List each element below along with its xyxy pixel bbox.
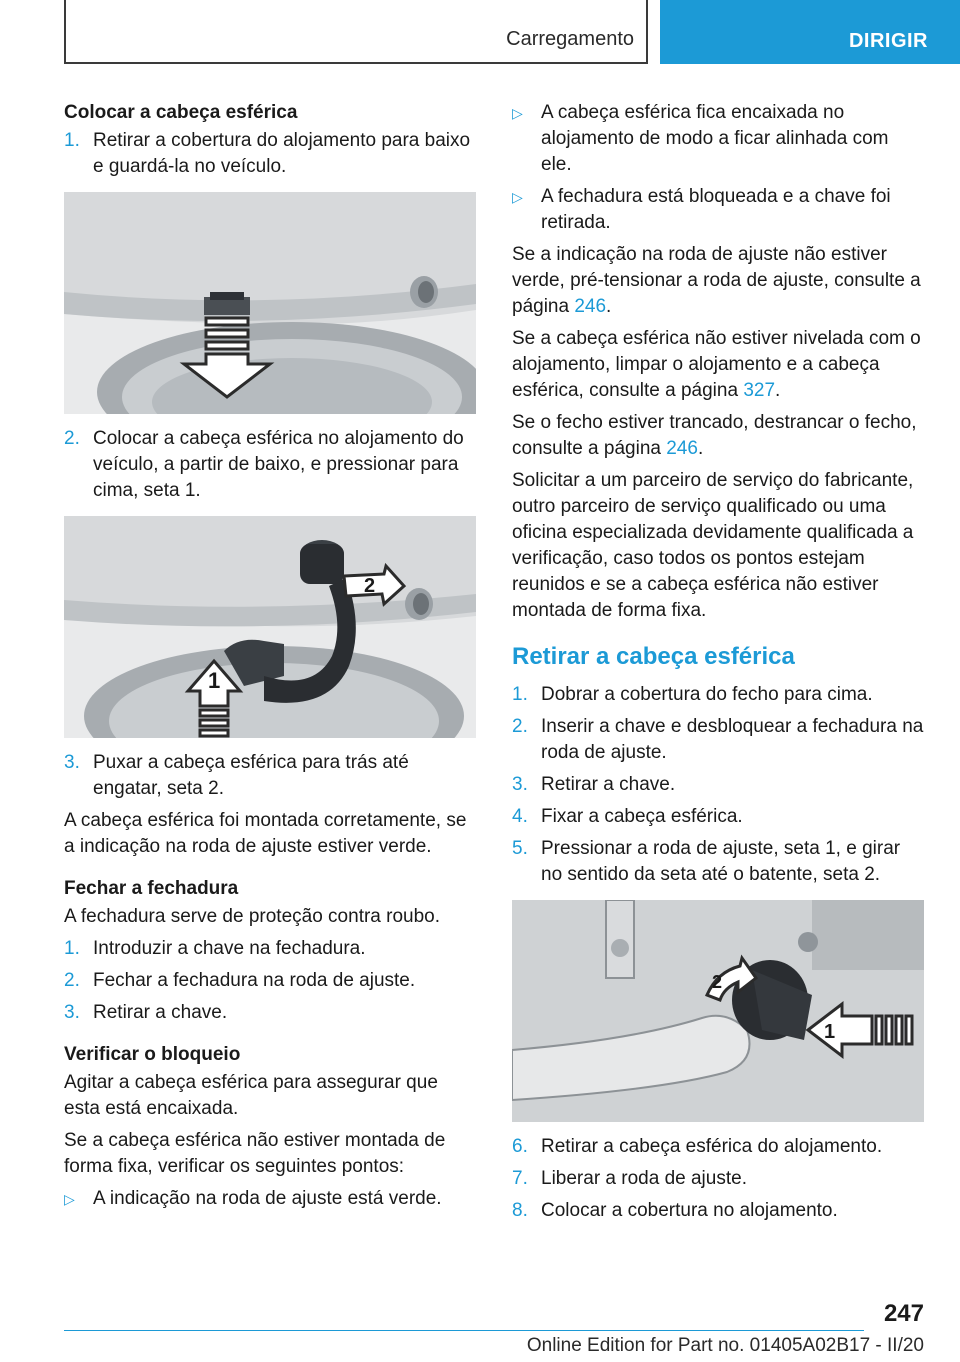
figure-release-wheel	[512, 900, 924, 1122]
list-item	[512, 772, 924, 798]
paragraph: Agitar a cabeça esférica para assegurar que esta está encaixada.	[64, 1072, 438, 1119]
list-item	[64, 426, 476, 504]
step-number: 1.	[512, 684, 528, 705]
heading-lock: Fechar a fechadura	[64, 878, 239, 899]
step-number: 7.	[512, 1168, 528, 1189]
figure-remove-cover	[64, 192, 476, 414]
footer-divider	[64, 1330, 864, 1331]
page-link[interactable]: 327	[743, 380, 776, 401]
period: .	[606, 296, 612, 317]
step-text: Inserir a chave e desbloquear a fechadura na roda de ajuste.	[541, 716, 924, 763]
list-item	[64, 128, 476, 180]
figure-insert-ball-head	[64, 516, 476, 738]
step-number: 8.	[512, 1200, 528, 1221]
list-item	[64, 1000, 476, 1026]
step-number: 3.	[64, 752, 80, 773]
step-number: 2.	[512, 716, 528, 737]
step-number: 1.	[64, 130, 80, 151]
bullet-text: A cabeça esférica fica encaixada no alojamento de modo a ficar alinhada com ele.	[541, 102, 889, 175]
step-number: 5.	[512, 838, 528, 859]
paragraph	[512, 410, 924, 462]
bullet-text: A fechadura está bloqueada e a chave foi retirada.	[541, 186, 891, 233]
paragraph: A fechadura serve de proteção contra roubo.	[64, 906, 441, 927]
step-text: Puxar a cabeça esférica para trás até engatar, seta 2.	[93, 752, 409, 799]
arrow-label-1: 1	[824, 1021, 836, 1043]
chapter-title: DIRIGIR	[848, 30, 928, 52]
list-item	[512, 1134, 924, 1160]
step-text: Colocar a cabeça esférica no alojamento do veículo, a partir de baixo, e pressionar para cima, seta 1.	[93, 428, 464, 501]
step-number: 3.	[512, 774, 528, 795]
bullet-item	[512, 100, 924, 178]
list-item	[512, 1198, 924, 1224]
section-title: Carregamento	[506, 28, 634, 50]
page-number: 247	[883, 1300, 924, 1327]
left-column	[64, 100, 476, 1218]
paragraph-text: Se a cabeça esférica não estiver nivelada com o alojamento, limpar o alojamento e a cabeça esférica, consulte a página	[512, 328, 921, 401]
step-text: Colocar a cobertura no alojamento.	[541, 1200, 838, 1221]
step-text: Retirar a chave.	[93, 1002, 228, 1023]
arrow-label-2: 2	[364, 575, 376, 597]
list-item	[64, 750, 476, 802]
chapter-tab[interactable]	[660, 0, 960, 64]
step-text: Retirar a cabeça esférica do alojamento.	[541, 1136, 883, 1157]
step-number: 6.	[512, 1136, 528, 1157]
period: .	[775, 380, 781, 401]
step-text: Fechar a fechadura na roda de ajuste.	[93, 970, 416, 991]
triangle-bullet-icon: ▷	[512, 189, 523, 205]
paragraph: A cabeça esférica foi montada corretamente, se a indicação na roda de ajuste estiver verde.	[64, 810, 467, 857]
step-text: Fixar a cabeça esférica.	[541, 806, 743, 827]
triangle-bullet-icon: ▷	[512, 105, 523, 121]
step-text: Retirar a chave.	[541, 774, 676, 795]
list-item	[512, 804, 924, 830]
heading-install: Colocar a cabeça esférica	[64, 102, 298, 123]
paragraph-text: Se a indicação na roda de ajuste não estiver verde, pré-tensionar a roda de ajuste, consulte a página	[512, 244, 921, 317]
heading-check: Verificar o bloqueio	[64, 1044, 241, 1065]
step-number: 2.	[64, 428, 80, 449]
step-text: Pressionar a roda de ajuste, seta 1, e girar no sentido da seta até o batente, seta 2.	[541, 838, 901, 885]
step-text: Retirar a cobertura do alojamento para baixo e guardá-la no veículo.	[93, 130, 471, 177]
list-item	[512, 682, 924, 708]
page-link[interactable]: 246	[666, 438, 698, 459]
step-number: 1.	[64, 938, 80, 959]
bullet-text: A indicação na roda de ajuste está verde.	[93, 1188, 442, 1209]
section-heading: Retirar a cabeça esférica	[512, 643, 795, 670]
period: .	[697, 438, 704, 459]
list-item	[512, 1166, 924, 1192]
paragraph	[512, 326, 924, 404]
step-number: 3.	[64, 1002, 80, 1023]
paragraph	[512, 242, 924, 320]
step-text: Liberar a roda de ajuste.	[541, 1168, 747, 1189]
header-section-box	[64, 0, 648, 64]
triangle-bullet-icon: ▷	[64, 1191, 75, 1207]
step-text: Dobrar a cobertura do fecho para cima.	[541, 684, 873, 705]
right-column	[512, 100, 924, 1230]
list-item	[64, 968, 476, 994]
paragraph: Solicitar a um parceiro de serviço do fabricante, outro parceiro de serviço qualificado ou uma oficina especializada devidamente qualificada a verificação, caso todos os pontos estejam reunidos e se a cabeça esférica não estiver montada de forma fixa.	[512, 470, 914, 621]
arrow-label-1: 1	[208, 668, 221, 693]
list-item	[512, 714, 924, 766]
list-item	[512, 836, 924, 888]
page-link[interactable]: 246	[574, 296, 607, 317]
bullet-item	[64, 1186, 476, 1212]
paragraph: Se a cabeça esférica não estiver montada de forma fixa, verificar os seguintes pontos:	[64, 1130, 446, 1177]
step-text: Introduzir a chave na fechadura.	[93, 938, 366, 959]
list-item	[64, 936, 476, 962]
step-number: 4.	[512, 806, 528, 827]
paragraph-text: Se o fecho estiver trancado, destrancar o fecho, consulte a página	[512, 412, 917, 459]
bullet-item	[512, 184, 924, 236]
edition-note: Online Edition for Part no. 01405A02B17 - II/20	[526, 1335, 924, 1356]
arrow-label-2: 2	[712, 972, 723, 992]
step-number: 2.	[64, 970, 80, 991]
